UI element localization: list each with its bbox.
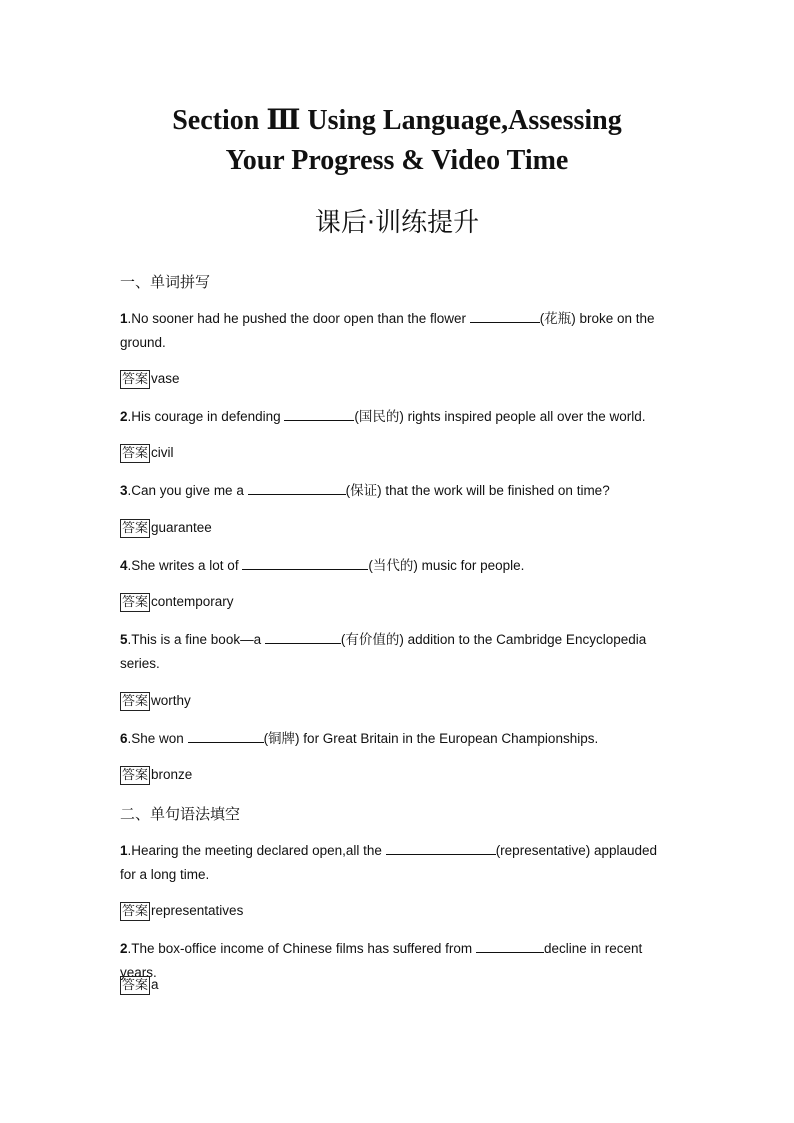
answer-text: guarantee [151, 520, 212, 535]
answer-text: worthy [151, 693, 191, 708]
question-text: .His courage in defending [127, 409, 285, 424]
question-hint: (保证) that the work will be finished on time? [345, 483, 610, 498]
question-text: .No sooner had he pushed the door open than the flower [127, 311, 470, 326]
answer-text: a [151, 977, 159, 992]
answer-label: 答案 [122, 372, 149, 387]
section-heading-grammar: 二、单句语法填空 [120, 805, 241, 823]
answer-label: 答案 [122, 694, 149, 709]
question-number: 4 [120, 558, 128, 573]
question-text: .She writes a lot of [127, 558, 243, 573]
answer-line [120, 443, 174, 463]
answer-blank[interactable] [284, 406, 354, 421]
answer-label: 答案 [122, 446, 149, 461]
answer-text: civil [151, 445, 174, 460]
question-text: .The box-office income of Chinese films has suffered from [127, 941, 476, 956]
answer-line [120, 975, 159, 995]
question-item [120, 554, 665, 578]
question-item [120, 479, 665, 503]
answer-text: vase [151, 371, 180, 386]
question-number: 2 [120, 941, 128, 956]
answer-label: 答案 [122, 768, 149, 783]
answer-label: 答案 [122, 904, 149, 919]
answer-label: 答案 [122, 521, 149, 536]
answer-line [120, 369, 180, 389]
question-hint: (representative) applauded for a long time. [120, 843, 658, 882]
answer-line [120, 765, 192, 785]
answer-blank[interactable] [386, 840, 496, 855]
page-title-line2: Your Progress & Video Time [225, 145, 569, 176]
question-item [120, 937, 665, 985]
question-text: .Hearing the meeting declared open,all the [127, 843, 386, 858]
question-number: 5 [120, 632, 128, 647]
answer-text: bronze [151, 767, 193, 782]
answer-blank[interactable] [476, 938, 544, 953]
question-number: 3 [120, 483, 128, 498]
question-text: .She won [127, 731, 188, 746]
answer-blank[interactable] [470, 308, 540, 323]
page-title: Section Ⅲ Using Language,Assessing [172, 105, 622, 136]
question-item [120, 307, 665, 355]
question-number: 1 [120, 843, 128, 858]
answer-label: 答案 [122, 978, 149, 993]
question-item [120, 405, 665, 429]
question-number: 2 [120, 409, 128, 424]
question-hint: (铜牌) for Great Britain in the European Championships. [263, 731, 599, 746]
question-text: .This is a fine book—a [127, 632, 265, 647]
answer-text: representatives [151, 903, 244, 918]
question-hint: (国民的) rights inspired people all over the world. [354, 409, 646, 424]
answer-blank[interactable] [188, 728, 264, 743]
answer-blank[interactable] [248, 480, 346, 495]
answer-blank[interactable] [242, 555, 368, 570]
question-text: .Can you give me a [127, 483, 248, 498]
question-hint: decline in recent years. [120, 941, 643, 980]
answer-line [120, 518, 212, 538]
question-item [120, 628, 665, 676]
question-hint: (当代的) music for people. [368, 558, 525, 573]
answer-label: 答案 [122, 595, 149, 610]
question-item [120, 727, 665, 751]
question-hint: (花瓶) broke on the ground. [120, 311, 655, 350]
question-number: 1 [120, 311, 128, 326]
answer-line [120, 592, 234, 612]
question-number: 6 [120, 731, 128, 746]
question-hint: (有价值的) addition to the Cambridge Encyclopedia series. [120, 632, 647, 671]
answer-line [120, 901, 243, 921]
page-subtitle: 课后·训练提升 [314, 208, 480, 238]
answer-blank[interactable] [265, 629, 341, 644]
answer-line [120, 691, 191, 711]
answer-text: contemporary [151, 594, 234, 609]
section-heading-spelling: 一、单词拼写 [120, 273, 211, 291]
question-item [120, 839, 665, 887]
